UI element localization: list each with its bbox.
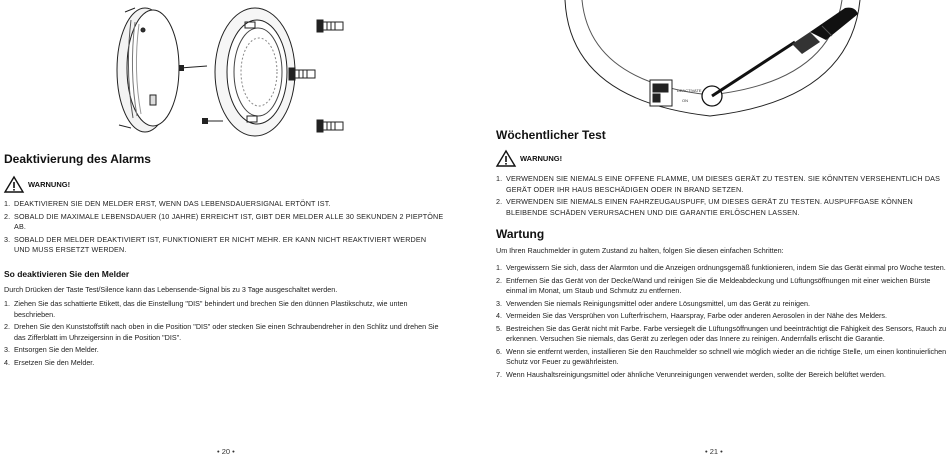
list-item: 1. VERWENDEN SIE NIEMALS EINE OFFENE FLAMME, UM DIESES GERÄT ZU TESTEN. SIE KÖNNTEN VERSEHENTLICH DAS GERÄT ODER IHR HAUS BESCHÄDIGEN ODER IN BRAND SETZEN. xyxy=(496,174,941,194)
deactivate-label: DEACTIVATE xyxy=(677,88,702,93)
screwdriver-icon xyxy=(712,8,858,96)
wall-anchor-icon xyxy=(289,68,315,80)
list-item: 1. DEAKTIVIEREN SIE DEN MELDER ERST, WENN DAS LEBENSDAUERSIGNAL ERTÖNT IST. xyxy=(4,199,331,208)
list-item: 2. VERWENDEN SIE NIEMALS EINEN FAHRZEUGAUSPUFF, UM DIESES GERÄT ZU TESTEN. AUSPUFFGASE KÖNNEN BLEIBENDE SCHÄDEN VERURSACHEN UND DIE GARANTIE ERLÖSCHEN LASSEN. xyxy=(496,197,913,217)
detector-body xyxy=(117,8,179,132)
list-item: 4. Ersetzen Sie den Melder. xyxy=(4,357,95,367)
mounting-plate xyxy=(215,8,295,136)
list-item: 2. Entfernen Sie das Gerät von der Decke/Wand und reinigen Sie die Meldeabdeckung und Lüftungsöffnungen mit einer weichen Bürste einmal im Monat, um Staub und Schmutz zu entfernen. xyxy=(496,275,931,295)
warning-header xyxy=(496,150,562,167)
list-item: 4. Vermeiden Sie das Versprühen von Lufterfrischern, Haarspray, Farbe oder anderen Aerosolen in der Nähe des Melders. xyxy=(496,311,888,320)
list-item: 3. SOBALD DER MELDER DEAKTIVIERT IST, FUNKTIONIERT ER NICHT MEHR. ER KANN NICHT REAKTIVIERT WERDEN UND MUSS ERSETZT WERDEN. xyxy=(4,234,427,254)
page-number: • 20 • xyxy=(217,447,235,456)
wall-anchor-icon xyxy=(317,20,343,32)
steps-list xyxy=(4,299,446,368)
on-label: ON xyxy=(682,98,688,103)
screwdriver-deactivation-illustration xyxy=(560,0,870,128)
maintenance-steps xyxy=(496,263,948,380)
maintenance-title: Wartung xyxy=(496,227,545,241)
list-item: 5. Bestreichen Sie das Gerät nicht mit Farbe. Farbe versiegelt die Lüftungsöffnungen und beeinträchtigt die Fähigkeit des Sensors, Rauch zu erkennen. Versuchen Sie niemals, das Gerät zu zerlegen oder das Innere zu reinigen. Andernfalls erlischt die Garantie. xyxy=(496,323,947,343)
list-item: 7. Wenn Haushaltsreinigungsmittel oder ähnliche Verunreinigungen verwendet werden, sollte der Bereich belüftet werden. xyxy=(496,369,886,379)
list-item: 6. Wenn sie entfernt werden, installieren Sie den Rauchmelder so schnell wie möglich wieder an die richtige Stelle, um einen kontinuierlichen Schutz vor Feuer zu gewährleisten. xyxy=(496,346,947,366)
warning-list xyxy=(4,199,444,256)
screw-icon xyxy=(179,65,208,124)
warning-label: WARNUNG! xyxy=(520,154,563,163)
warning-triangle-icon xyxy=(496,150,516,167)
list-item: 1. Vergewissern Sie sich, dass der Alarmton und die Anzeigen ordnungsgemäß funktionieren, indem Sie das Gerät einmal pro Woche testen. xyxy=(496,263,946,272)
warning-triangle-icon xyxy=(4,176,24,193)
weekly-test-title: Wöchentlicher Test xyxy=(496,128,606,142)
page-number: • 21 • xyxy=(705,447,723,456)
warning-label: WARNUNG! xyxy=(28,180,71,189)
intro-text: Durch Drücken der Taste Test/Silence kann das Lebensende-Signal bis zu 3 Tage ausgeschaltet werden. xyxy=(4,285,338,294)
list-item: 3. Verwenden Sie niemals Reinigungsmittel oder andere Lösungsmittel, um das Gerät zu reinigen. xyxy=(496,298,811,308)
warning-header xyxy=(4,176,70,193)
list-item: 3. Entsorgen Sie den Melder. xyxy=(4,345,99,354)
wall-anchor-icon xyxy=(317,120,343,132)
list-item: 2. Drehen Sie den Kunststoffstift nach oben in die Position "DIS" oder stecken Sie einen Schraubendreher in den Schlitz und drehen Sie das Zifferblatt im Uhrzeigersinn in die Position "DIS". xyxy=(4,322,439,342)
subheading: So deaktivieren Sie den Melder xyxy=(4,269,130,279)
maintenance-intro: Um Ihren Rauchmelder in gutem Zustand zu halten, folgen Sie diesen einfachen Schritten: xyxy=(496,246,784,255)
list-item: 2. SOBALD DIE MAXIMALE LEBENSDAUER (10 JAHRE) ERREICHT IST, GIBT DER MELDER ALLE 30 SEKUNDEN 2 PIEPTÖNE AB. xyxy=(4,211,444,231)
warning-list xyxy=(496,174,946,218)
detector-mounting-illustration xyxy=(95,0,375,140)
list-item: 1. Ziehen Sie das schattierte Etikett, das die Einstellung "DIS" behindert und brechen Sie den dünnen Plastikschutz, wie unten beschrieben. xyxy=(4,299,408,319)
section-title: Deaktivierung des Alarms xyxy=(4,152,151,166)
detector-bottom xyxy=(565,0,860,116)
